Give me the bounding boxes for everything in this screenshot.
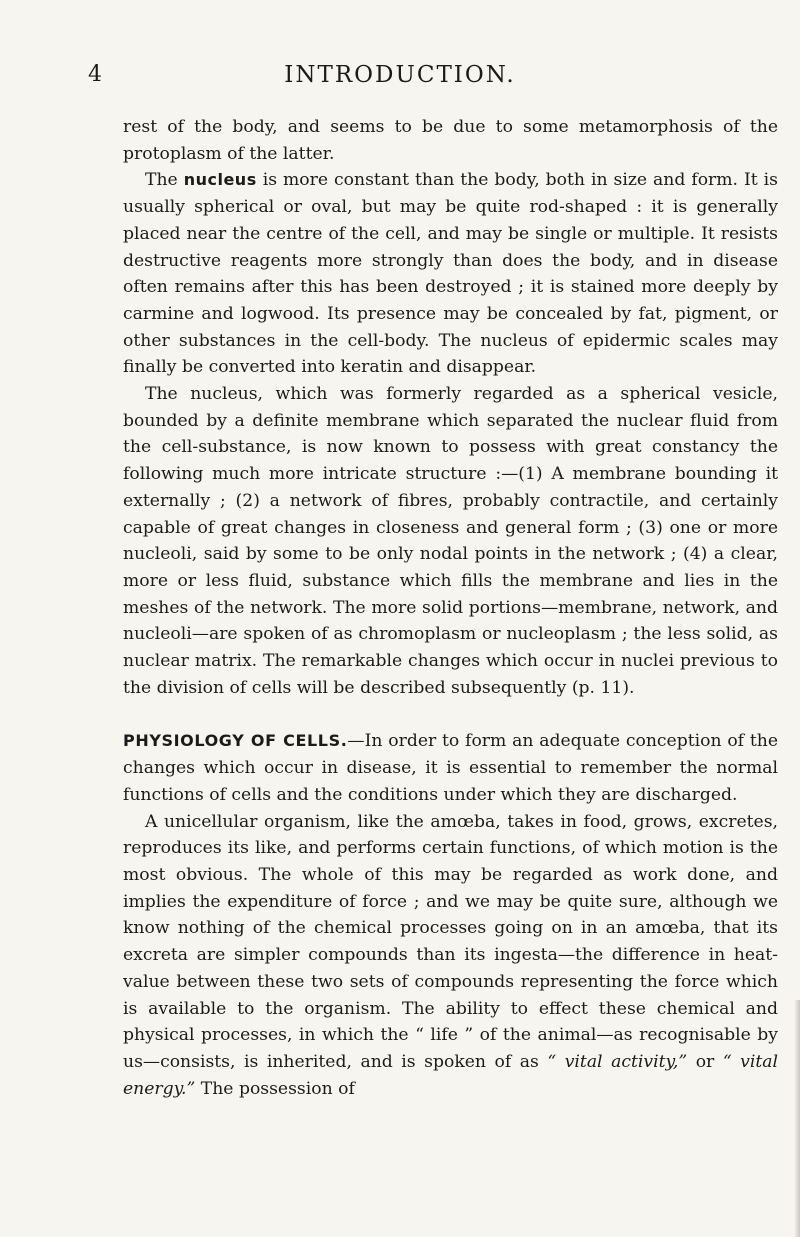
paragraph-3: The nucleus, which was formerly regarded as a spherical vesicle, bounded by a definite membrane which separated the nuclear fluid from the cell-substance, is now known to possess with great constancy the following much more intricate structure :—(1) A membrane bounding it externally ; (2) a network of fibres, probably contractile, and certainly capable of great changes in closeness and general form ; (3) one or more nucleoli, said by some to be only nodal points in the network ; (4) a clear, more or less fluid, substance which fills the membrane and lies in the meshes of the network. The more solid portions—membrane, network, and nucleoli—are spoken of as chromoplasm or nucleoplasm ; the less solid, as nuclear matrix. The remarkable changes which occur in nuclei previous to the division of cells will be described subsequently (p. 11). bbox=[123, 384, 778, 698]
page-edge-shadow bbox=[794, 1000, 800, 1237]
paragraph-5-text: A unicellular organism, like the amœba, takes in food, grows, excretes, reproduces its like, and performs certain functions, of which motion is the most obvious. The whole of this may be regarded as work done, and implies the expenditure of force ; and we may be quite sure, although we know nothing of the chemical processes going on in an amœba, that its excreta are simpler compounds than its ingesta—the difference in heat-value between these two sets of compounds representing the force which is available to the organism. The ability to effect these chemical and physical processes, in which the “ life ” of the animal—as recognisable by us—consists, is inherited, and is spoken of as bbox=[123, 811, 778, 1072]
phrase-vital-energy: “ vital energy.” bbox=[123, 1051, 778, 1099]
running-title: INTRODUCTION. bbox=[284, 62, 516, 88]
paragraph-5-or: or bbox=[687, 1051, 723, 1072]
body-text bbox=[123, 114, 778, 1102]
paragraph-1: rest of the body, and seems to be due to some metamorphosis of the protoplasm of the latter. bbox=[123, 117, 778, 164]
paragraph-5 bbox=[123, 809, 778, 1103]
paragraph-4 bbox=[123, 728, 778, 808]
paragraph-4-text: —In order to form an adequate conception of the changes which occur in disease, it is essential to remember the normal functions of cells and the conditions under which they are discharged. bbox=[123, 731, 778, 805]
phrase-vital-activity: “ vital activity,” bbox=[547, 1051, 688, 1072]
page-header bbox=[0, 62, 800, 92]
paragraph-5-end: The possession of bbox=[195, 1078, 355, 1099]
paragraph-2-lead: The bbox=[145, 170, 184, 191]
section-spacer bbox=[123, 701, 778, 728]
section-heading: PHYSIOLOGY OF CELLS. bbox=[123, 731, 348, 751]
page-number: 4 bbox=[88, 62, 102, 87]
paragraph-2 bbox=[123, 167, 778, 381]
term-nucleus: nucleus bbox=[183, 170, 257, 190]
paragraph-2-text: is more constant than the body, both in size and form. It is usually spherical or oval, but may be quite rod-shaped : it is generally placed near the centre of the cell, and may be single or multiple. It resists destructive reagents more strongly than does the body, and in disease often remains after this has been destroyed ; it is stained more deeply by carmine and logwood. Its presence may be concealed by fat, pigment, or other substances in the cell-body. The nucleus of epidermic scales may finally be converted into keratin and disappear. bbox=[123, 170, 779, 378]
